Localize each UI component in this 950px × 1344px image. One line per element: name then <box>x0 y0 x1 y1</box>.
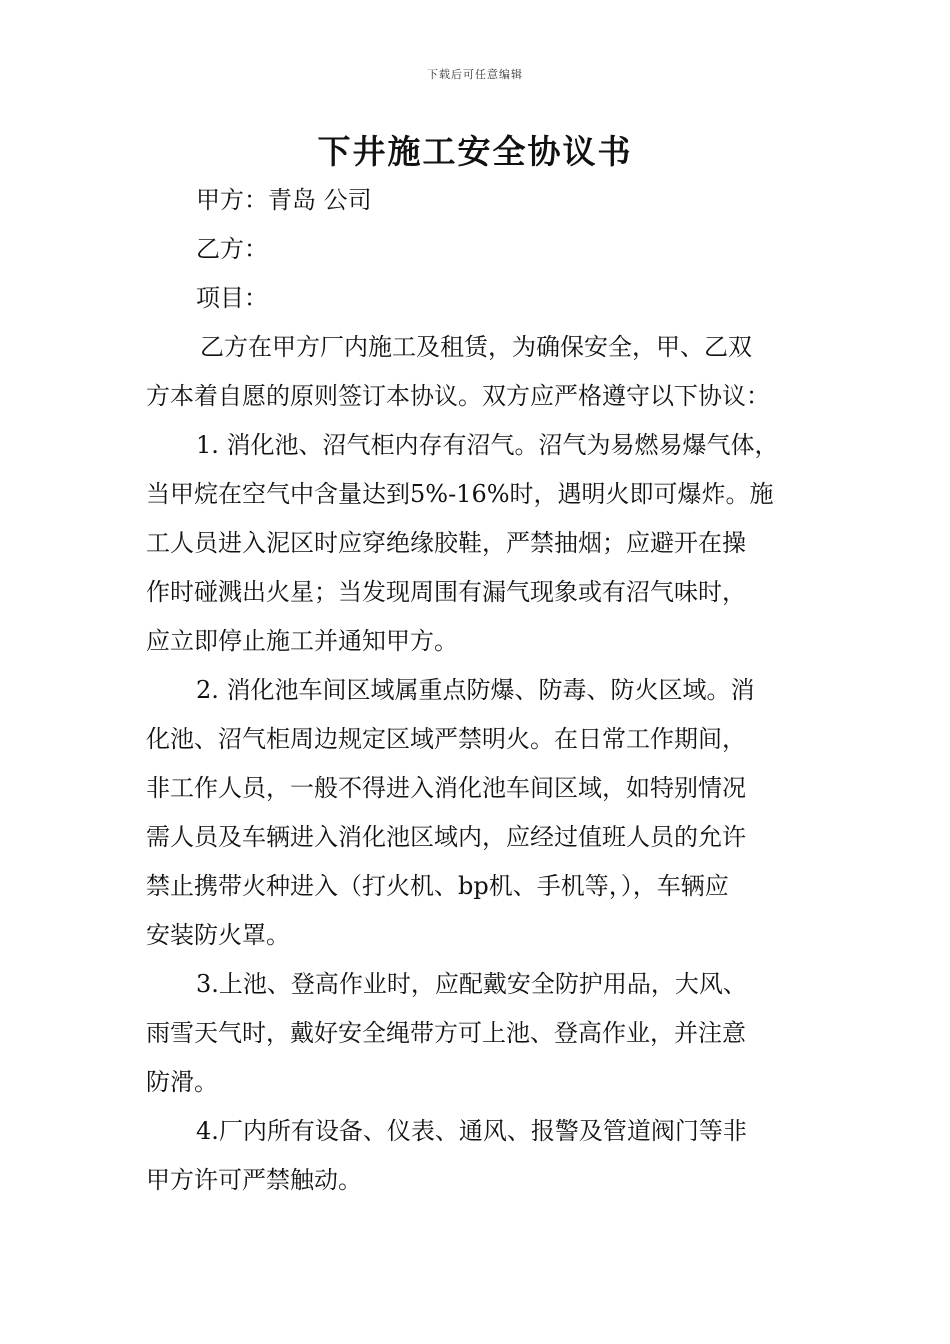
clause-4 <box>146 1107 826 1205</box>
paragraph-line: 2. 消化池车间区域属重点防爆、防毒、防火区域。消 <box>196 676 755 704</box>
clause-1 <box>146 421 826 666</box>
paragraph-line: 当甲烷在空气中含量达到5%-16%时，遇明火即可爆炸。施 <box>146 480 774 508</box>
paragraph-line: 需人员及车辆进入消化池区域内，应经过值班人员的允许 <box>146 823 746 851</box>
paragraph-line: 非工作人员，一般不得进入消化池车间区域，如特别情况 <box>146 774 746 802</box>
paragraph-line: 4.厂内所有设备、仪表、通风、报警及管道阀门等非 <box>196 1117 747 1145</box>
paragraph-line: 防滑。 <box>146 1068 218 1096</box>
header-note: 下载后可任意编辑 <box>427 68 523 81</box>
intro-paragraph <box>146 323 826 421</box>
paragraph-line: 乙方在甲方厂内施工及租赁，为确保安全，甲、乙双 <box>200 333 752 361</box>
document-body <box>146 176 826 1205</box>
party-a-line: 甲方：青岛 公司 <box>196 186 372 214</box>
clause-2 <box>146 666 826 960</box>
paragraph-line: 方本着自愿的原则签订本协议。双方应严格遵守以下协议： <box>146 382 770 410</box>
party-b-line: 乙方： <box>196 235 268 263</box>
paragraph-line: 应立即停止施工并通知甲方。 <box>146 627 458 655</box>
project-line: 项目： <box>196 284 268 312</box>
paragraph-line: 作时碰溅出火星；当发现周围有漏气现象或有沼气味时， <box>146 578 746 606</box>
paragraph-line: 安装防火罩。 <box>146 921 290 949</box>
paragraph-line: 工人员进入泥区时应穿绝缘胶鞋，严禁抽烟；应避开在操 <box>146 529 746 557</box>
document-title: 下井施工安全协议书 <box>317 132 633 171</box>
paragraph-line: 雨雪天气时，戴好安全绳带方可上池、登高作业，并注意 <box>146 1019 746 1047</box>
clause-3 <box>146 960 826 1107</box>
paragraph-line: 1. 消化池、沼气柜内存有沼气。沼气为易燃易爆气体， <box>196 431 779 459</box>
paragraph-line: 化池、沼气柜周边规定区域严禁明火。在日常工作期间， <box>146 725 746 753</box>
paragraph-line: 禁止携带火种进入（打火机、bp机、手机等，），车辆应 <box>146 872 729 900</box>
paragraph-line: 3.上池、登高作业时，应配戴安全防护用品，大风、 <box>196 970 747 998</box>
paragraph-line: 甲方许可严禁触动。 <box>146 1166 362 1194</box>
